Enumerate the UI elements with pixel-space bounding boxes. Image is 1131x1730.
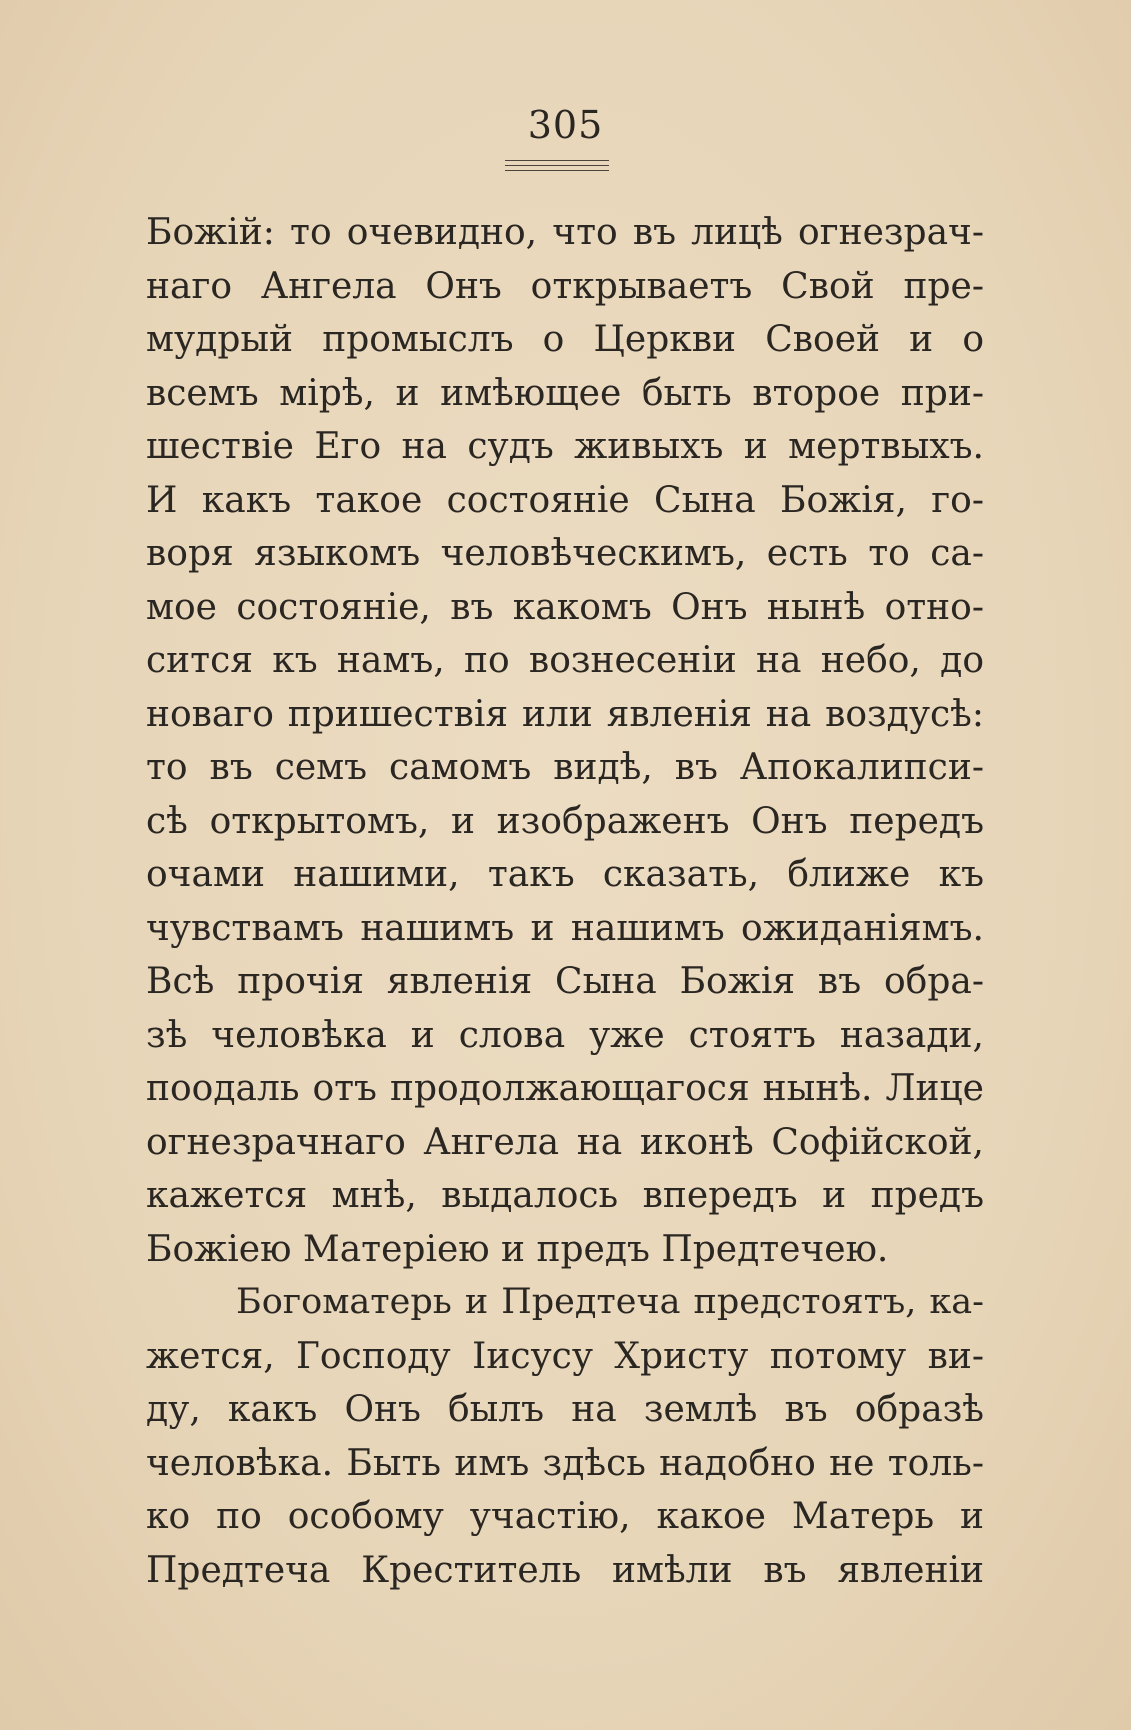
text-line: сится къ намъ, по вознесеніи на небо, до bbox=[146, 640, 984, 681]
text-line: человѣка. Быть имъ здѣсь надобно не толь- bbox=[146, 1442, 984, 1484]
text-line: Божіею Матеріею и предъ Предтечею. bbox=[146, 1228, 889, 1270]
header-rule-top bbox=[505, 160, 609, 161]
text-line: сѣ открытомъ, и изображенъ Онъ передъ bbox=[146, 800, 984, 842]
text-line: кажется мнѣ, выдалось впередъ и предъ bbox=[146, 1175, 984, 1216]
body-text bbox=[146, 206, 984, 1597]
text-line: Божій: то очевидно, что въ лицѣ огнезрач- bbox=[146, 212, 984, 253]
text-line: поодаль отъ продолжающагося нынѣ. Лице bbox=[146, 1068, 984, 1109]
text-line: то въ семъ самомъ видѣ, въ Апокалипси- bbox=[146, 747, 984, 788]
text-line: огнезрачнаго Ангела на иконѣ Софійской, bbox=[146, 1121, 984, 1163]
text-line: воря языкомъ человѣческимъ, есть то са- bbox=[146, 533, 984, 574]
text-line: зѣ человѣка и слова уже стоятъ назади, bbox=[146, 1014, 984, 1056]
text-line: жется, Господу Іисусу Христу потому ви- bbox=[146, 1335, 984, 1377]
text-line: чувствамъ нашимъ и нашимъ ожиданіямъ. bbox=[146, 907, 984, 949]
text-line: наго Ангела Онъ открываетъ Свой пре- bbox=[146, 265, 984, 307]
text-line: мое состояніе, въ какомъ Онъ нынѣ отно- bbox=[146, 586, 984, 628]
text-line: мудрый промыслъ о Церкви Своей и о bbox=[146, 319, 984, 360]
text-line: ко по особому участію, какое Матерь и bbox=[146, 1496, 984, 1537]
text-line: Предтеча Креститель имѣли въ явленіи bbox=[146, 1549, 984, 1591]
text-line-paragraph-start: Богоматерь и Предтеча предстоятъ, ка- bbox=[236, 1282, 984, 1322]
text-line: Всѣ прочія явленія Сына Божія въ обра- bbox=[146, 961, 984, 1002]
text-line: очами нашими, такъ сказать, ближе къ bbox=[146, 854, 984, 895]
page-number: 305 bbox=[527, 103, 604, 147]
text-line: всемъ мірѣ, и имѣющее быть второе при- bbox=[146, 372, 984, 414]
header-rule-middle bbox=[505, 165, 609, 166]
text-line: ду, какъ Онъ былъ на землѣ въ образѣ bbox=[146, 1389, 984, 1430]
text-line: И какъ такое состояніе Сына Божія, го- bbox=[146, 479, 984, 521]
header-rule-bottom bbox=[505, 170, 609, 171]
text-line: новаго пришествія или явленія на воздусѣ: bbox=[146, 693, 984, 735]
text-line: шествіе Его на судъ живыхъ и мертвыхъ. bbox=[146, 426, 984, 467]
